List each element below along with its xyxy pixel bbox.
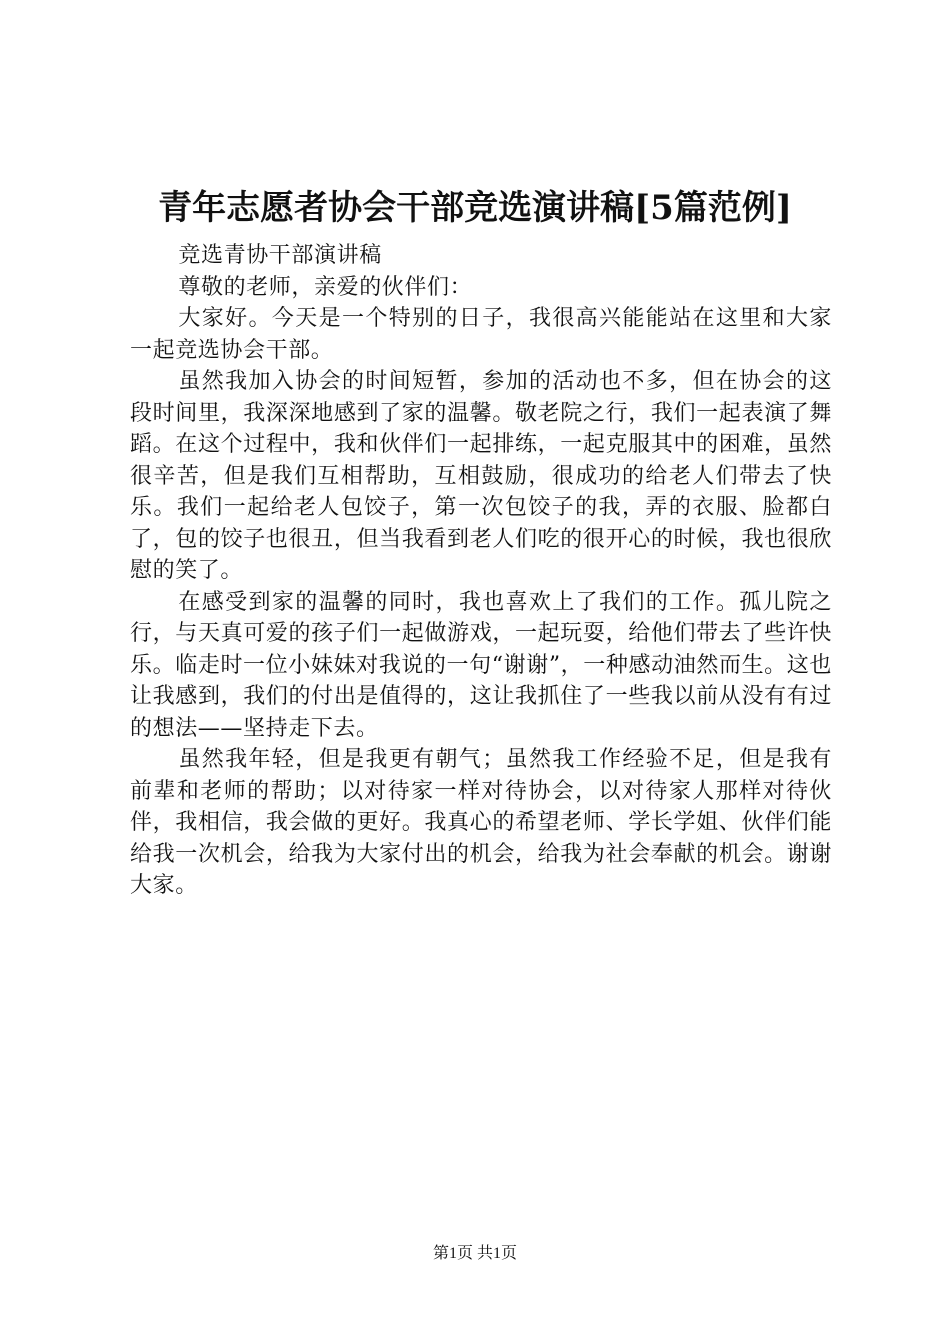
salutation: 尊敬的老师，亲爱的伙伴们： bbox=[178, 274, 473, 300]
body-paragraph: 虽然我年轻，但是我更有朝气；虽然我工作经验不足，但是我有前辈和老师的帮助；以对待家一样对待协会，以对待家人那样对待伙伴，我相信，我会做的更好。我真心的希望老师、学长学姐、伙伴们能给我一次机会，给我为大家付出的机会，给我为社会奉献的机会。谢谢大家。 bbox=[130, 747, 832, 898]
body-paragraph: 大家好。今天是一个特别的日子，我很高兴能能站在这里和大家一起竞选协会干部。 bbox=[130, 306, 832, 363]
page-footer: 第1页 共1页 bbox=[432, 1245, 517, 1262]
speech-heading: 竞选青协干部演讲稿 bbox=[178, 243, 382, 268]
document-body bbox=[130, 240, 832, 902]
body-paragraph: 在感受到家的温馨的同时，我也喜欢上了我们的工作。孤儿院之行，与天真可爱的孩子们一起做游戏，一起玩耍，给他们带去了些许快乐。临走时一位小妹妹对我说的一句“谢谢”，一种感动油然而生。这也让我感到，我们的付出是值得的，这让我抓住了一些我以前从没有有过的想法——坚持走下去。 bbox=[130, 589, 832, 741]
body-paragraph: 虽然我加入协会的时间短暂，参加的活动也不多，但在协会的这段时间里，我深深地感到了家的温馨。敬老院之行，我们一起表演了舞蹈。在这个过程中，我和伙伴们一起排练，一起克服其中的困难，虽然很辛苦，但是我们互相帮助，互相鼓励，很成功的给老人们带去了快乐。我们一起给老人包饺子，第一次包饺子的我，弄的衣服、脸都白了，包的饺子也很丑，但当我看到老人们吃的很开心的时候，我也很欣慰的笑了。 bbox=[130, 369, 832, 583]
document-title: 青年志愿者协会干部竞选演讲稿[5篇范例] bbox=[158, 188, 792, 228]
